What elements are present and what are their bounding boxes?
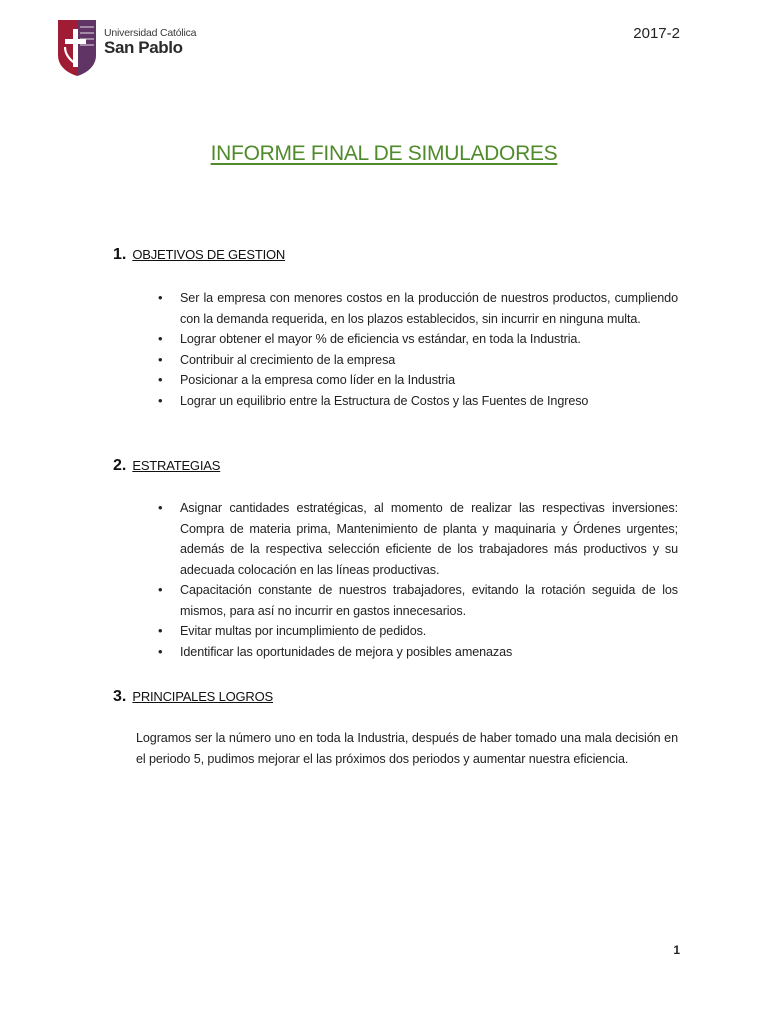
list-item: • Asignar cantidades estratégicas, al momento de realizar las respectivas inversiones: Compra de materia prima, Mantenimiento de planta y maquinaria y Órdenes urgentes; además de la respectiva selección eficiente de los trabajadores más productivos y su adecuada colocación en las líneas productivas. xyxy=(158,498,678,580)
section-heading-estrategias xyxy=(113,457,220,475)
logo-university-name: Universidad Católica xyxy=(104,27,197,39)
section-title: ESTRATEGIAS xyxy=(132,458,221,473)
estrategias-list xyxy=(158,498,678,662)
logo-wordmark xyxy=(104,27,196,57)
list-item: • Identificar las oportunidades de mejora y posibles amenazas xyxy=(158,642,678,663)
document-title: INFORME FINAL DE SIMULADORES xyxy=(210,142,558,165)
list-item: • Posicionar a la empresa como líder en la Industria xyxy=(158,370,678,391)
objetivos-list xyxy=(158,288,678,411)
list-item: • Ser la empresa con menores costos en la producción de nuestros productos, cumpliendo con la demanda requerida, en los plazos establecidos, sin incurrir en ninguna multa. xyxy=(158,288,678,329)
term-label: 2017-2 xyxy=(633,25,680,42)
section-heading-objetivos xyxy=(113,246,285,264)
section-title: OBJETIVOS DE GESTION xyxy=(132,247,286,262)
section-number: 1. xyxy=(113,246,127,263)
list-item: • Contribuir al crecimiento de la empresa xyxy=(158,350,678,371)
list-item: • Lograr obtener el mayor % de eficiencia vs estándar, en toda la Industria. xyxy=(158,329,678,350)
list-item: • Capacitación constante de nuestros trabajadores, evitando la rotación seguida de los mismos, para así no incurrir en gastos innecesarios. xyxy=(158,580,678,621)
list-item: • Evitar multas por incumplimiento de pedidos. xyxy=(158,621,678,642)
logo-campus-name: San Pablo xyxy=(104,38,183,57)
section-heading-logros xyxy=(113,688,273,706)
section-number: 2. xyxy=(113,457,127,474)
section-number: 3. xyxy=(113,688,127,705)
page-number: 1 xyxy=(673,943,680,957)
logros-paragraph: Logramos ser la número uno en toda la Industria, después de haber tomado una mala decisión en el periodo 5, pudimos mejorar el las próximos dos periodos y aumentar nuestra eficiencia. xyxy=(136,731,678,766)
university-logo xyxy=(54,17,204,77)
university-shield-icon xyxy=(54,17,100,77)
list-item: • Lograr un equilibrio entre la Estructura de Costos y las Fuentes de Ingreso xyxy=(158,391,678,412)
section-title: PRINCIPALES LOGROS xyxy=(132,689,273,704)
